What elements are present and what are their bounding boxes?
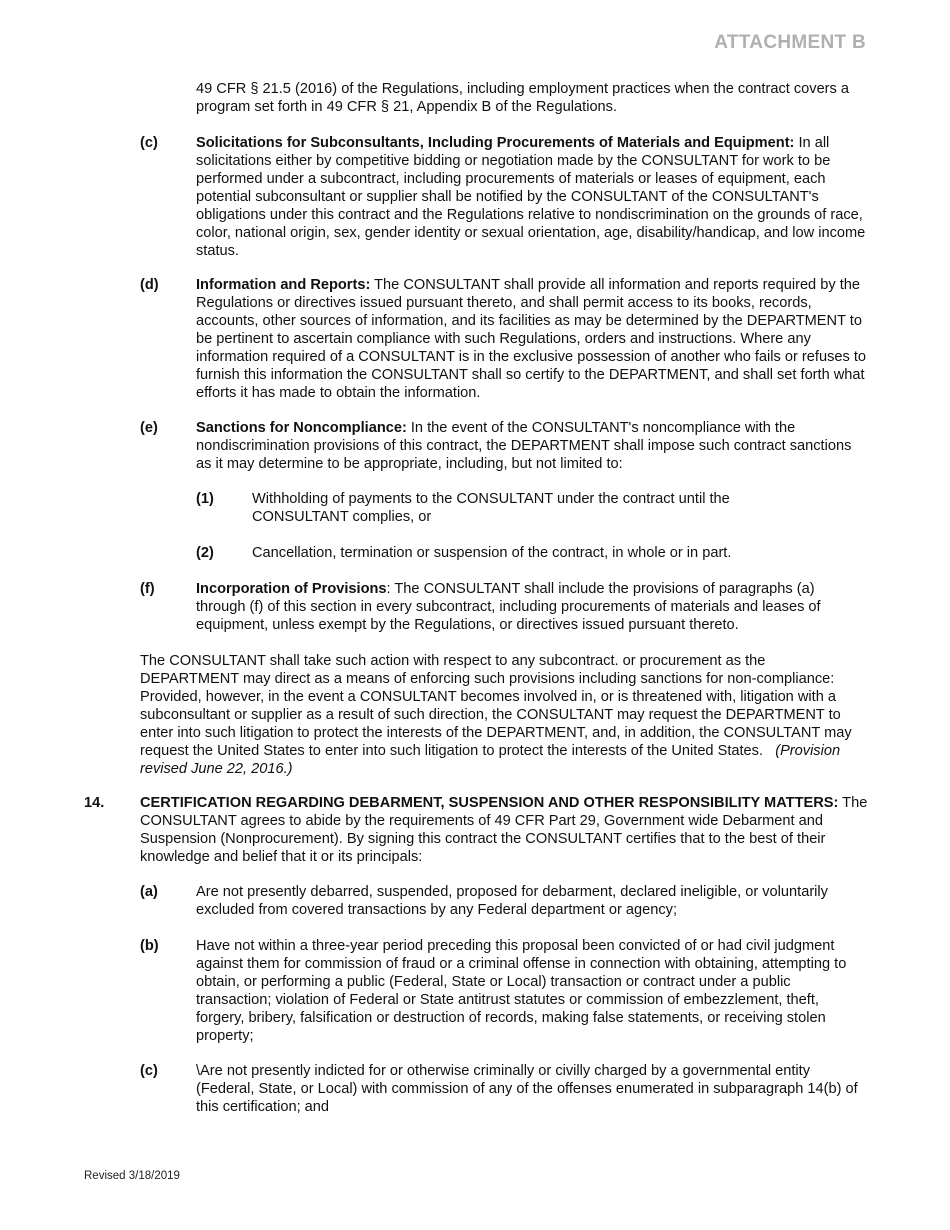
item-d-body <box>196 276 868 402</box>
section-14-c-text: \Are not presently indicted for or otherwise criminally or civilly charged by a governmental entity (Federal, State, or Local) with commission of any of the offenses enumerated in subparagraph 14(b) of this certification; and <box>196 1063 858 1115</box>
item-f-title: Incorporation of Provisions <box>196 581 387 597</box>
intro-paragraph: 49 CFR § 21.5 (2016) of the Regulations, including employment practices when the contract covers a program set forth in 49 CFR § 21, Appendix B of the Regulations. <box>196 81 850 115</box>
item-c-label: (c) <box>140 135 158 151</box>
item-d-text: The CONSULTANT shall provide all information and reports required by the Regulations or directives issued pursuant thereto, and shall permit access to its books, records, accounts, other sources of information, and its facilities as may be determined by the DEPARTMENT to be pertinent to ascertain compliance with such Regulations, orders and instructions. Where any information required of a CONSULTANT is in the exclusive possession of another who fails or refuses to furnish this information the CONSULTANT shall so certify to the DEPARTMENT, and shall set forth what efforts it has made to obtain the information. <box>196 277 867 401</box>
section-14-b-text: Have not within a three-year period preceding this proposal been convicted of or had civil judgment against them for commission of fraud or a criminal offense in connection with obtaining, attempting to obtain, or performing a public (Federal, State or Local) transaction or contract under a public transaction; violation of Federal or State antitrust statutes or commission of embezzlement, theft, forgery, bribery, falsification or destruction of records, making false statements, or receiving stolen property; <box>196 938 847 1044</box>
section-14-number: 14. <box>84 795 105 811</box>
item-e1-text: Withholding of payments to the CONSULTANT under the contract until the CONSULTANT complies, or <box>252 491 730 525</box>
item-c-body <box>196 134 868 260</box>
item-e-title: Sanctions for Noncompliance: <box>196 420 407 436</box>
item-f-body <box>196 580 868 634</box>
section-14-a-label: (a) <box>140 884 158 900</box>
item-d-label: (d) <box>140 277 159 293</box>
section-14-a-text: Are not presently debarred, suspended, proposed for debarment, declared ineligible, or voluntarily excluded from covered transactions by any Federal department or agency; <box>196 884 828 918</box>
item-f-text: : The CONSULTANT shall include the provisions of paragraphs (a) through (f) of this section in every subcontract, including procurements of materials and leases of equipment, unless exempt by the Regulations, or directives issued pursuant thereto. <box>196 581 821 633</box>
item-e2-text: Cancellation, termination or suspension of the contract, in whole or in part. <box>252 545 732 561</box>
item-f-label: (f) <box>140 581 155 597</box>
section-14-text: The CONSULTANT agrees to abide by the requirements of 49 CFR Part 29, Government wide Debarment and Suspension (Nonprocurement). By signing this contract the CONSULTANT certifies that to the best of their knowledge and belief that it or its principals: <box>140 795 868 865</box>
item-d-title: Information and Reports: <box>196 277 371 293</box>
item-c-text: In all solicitations either by competitive bidding or negotiation made by the CONSULTANT for work to be performed under a subcontract, including procurements of materials or leases of equipment, each potential subconsultant or supplier shall be notified by the CONSULTANT of the CONSULTANT's obligations under this contract and the Regulations relative to nondiscrimination on the grounds of race, color, national origin, sex, gender identity or sexual orientation, age, disability/handicap, and low income status. <box>196 135 866 259</box>
section-14-title: CERTIFICATION REGARDING DEBARMENT, SUSPENSION AND OTHER RESPONSIBILITY MATTERS: <box>140 795 839 811</box>
closing-note: (Provision revised June 22, 2016.) <box>140 743 841 777</box>
item-e-text: In the event of the CONSULTANT's noncompliance with the nondiscrimination provisions of this contract, the DEPARTMENT shall impose such contract sanctions as it may determine to be appropriate, including, but not limited to: <box>196 420 852 472</box>
item-c-title: Solicitations for Subconsultants, Including Procurements of Materials and Equipment: <box>196 135 795 151</box>
item-e1-label: (1) <box>196 491 214 507</box>
closing-paragraph <box>140 652 868 778</box>
section-14-c-label: (c) <box>140 1063 158 1079</box>
attachment-header: ATTACHMENT B <box>714 32 866 53</box>
item-e2-label: (2) <box>196 545 214 561</box>
closing-text: The CONSULTANT shall take such action with respect to any subcontract. or procurement as the DEPARTMENT may direct as a means of enforcing such provisions including sanctions for non-compliance: Provided, however, in the event a CONSULTANT becomes involved in, or is threatened with, litigation with a subconsultant or supplier as a result of such direction, the CONSULTANT may request the DEPARTMENT to enter into such litigation to protect the interests of the DEPARTMENT, and, in addition, the CONSULTANT may request the United States to enter into such litigation to protect the interests of the United States. <box>140 653 852 759</box>
item-e-body <box>196 419 868 473</box>
item-e-label: (e) <box>140 420 158 436</box>
section-14-b-label: (b) <box>140 938 159 954</box>
revision-footer: Revised 3/18/2019 <box>84 1170 180 1182</box>
section-14-body <box>140 794 868 866</box>
